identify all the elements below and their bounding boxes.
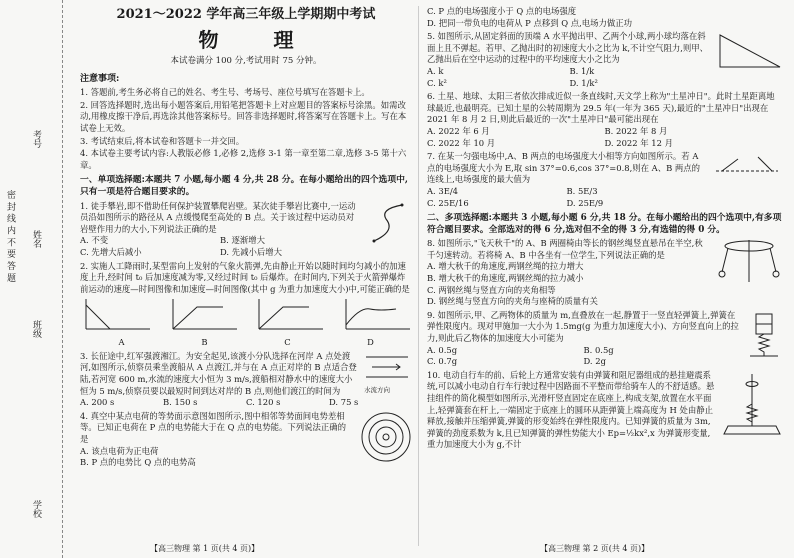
q6-options: [427, 126, 782, 149]
number-label: 考号: [31, 130, 41, 148]
graph-c: [253, 297, 325, 335]
question-10: [427, 370, 782, 451]
q1-stem: 1. 徒手攀岩,即不借助任何保护装置攀爬岩壁。某次徒手攀岩比赛中,一运动员沿如图所示的路径从 A 点缓慢爬至高处的 B 点。关于该过程中运动员对岩壁作用力的大小,下列说法正确的是: [80, 200, 356, 234]
section-2-heading: 二、多项选择题:本题共 3 小题,每小题 6 分,共 18 分。在每小题给出的四个选项中,有多项符合题目要求。全部选对的得 6 分,选对但不全的得 3 分,有选错的得 0 分。: [427, 213, 782, 235]
climbing-path-figure: [366, 201, 412, 247]
field-figure: [712, 151, 782, 181]
q2-label-a: A: [118, 337, 125, 348]
question-8: [427, 238, 782, 308]
q3-options: [80, 397, 412, 409]
q10-stem: 10. 电动自行车的前、后轮上方通常安装有由弹簧和阻尼器组成的悬挂避震系统,可以减小电动自行车行驶过程中因路面不平整而带给骑车人的不舒适感。悬挂组件的简化模型如图所示,光滑杆竖直固定在底座上,构成支架,放置在水平面上,轻弹簧套在杆上,一端固定于底座上的圆环从距弹簧上端高度为 H 处由静止释放,接触并压缩弹簧,弹簧的形变始终在弹性限度内。已知弹簧的质量为 3m,弹簧的劲度系数为 k,且已知弹簧的弹性势能大小 Ep=½kx²,x 为弹簧形变量,重力加速度大小为 g,不计: [427, 369, 715, 450]
q2-graphs: [80, 297, 412, 335]
q4-option-d: D. 把同一带负电的电荷从 P 点移到 Q 点,电场力做正功: [427, 17, 633, 28]
river-flow-label: 水流方向: [364, 386, 390, 395]
q5-option-a: A. k: [427, 65, 444, 76]
q4-option-a: A. 该点电荷为正电荷: [80, 445, 159, 456]
q4-option-b: B. P 点的电势比 Q 点的电势高: [80, 457, 196, 468]
q8-option-b: B. 增大秋千的角速度,两钢丝绳的拉力减小: [427, 273, 584, 284]
right-column: [427, 6, 782, 451]
question-4: [80, 411, 412, 469]
graph-a: [80, 297, 152, 335]
q2-stem: 2. 实施人工降雨时,某型雷向上发射的气象火箭弹,先由静止开始以随时间均匀减小的加速度上升,经时间 t₀ 后加速度减为零,又经过时间 t₀ 后爆炸。在时间内,下列关于火箭弹爆炸前运动的速度—时间图像和加速度—时间图像(其中 g 为重力加速度大小)中,可能正确的是: [80, 260, 410, 294]
q4-stem: 4. 真空中某点电荷的等势面示意图如图所示,图中相邻等势面间电势差相等。已知正电荷在 P 点的电势能大于在 Q 点的电势能。下列说法正确的是: [80, 410, 347, 445]
q7-option-b: B. 5E/3: [566, 185, 598, 196]
graph-d: [340, 297, 412, 335]
q7-stem: 7. 在某一匀强电场中,A、B 两点的电场强度大小相等方向如图所示。若 A 点的电场强度大小为 E,取 sin 37°=0.6,cos 37°=0.8,则在 A、B 两点的连线上,电场强度的最大值为: [427, 151, 701, 185]
q2-labels: [80, 337, 412, 349]
q7-option-a: A. 3E/4: [427, 185, 458, 196]
incline-figure: [718, 31, 782, 71]
q9-option-a: A. 0.5g: [427, 344, 458, 355]
q6-option-b: B. 2022 年 8 月: [604, 125, 668, 136]
q9-option-b: B. 0.5g: [583, 344, 614, 355]
q8-option-c: C. 两钢丝绳与竖直方向的夹角相等: [427, 284, 556, 295]
left-column: [80, 6, 412, 469]
name-label: 姓名: [31, 230, 41, 248]
q3-option-d: D. 75 s: [329, 397, 359, 408]
section-1-heading: 一、单项选择题:本题共 7 小题,每小题 4 分,共 28 分。在每小题给出的四个选项中,只有一项是符合题目要求的。: [80, 175, 408, 197]
footer-right: 【高三物理 第 2 页(共 4 页)】: [540, 544, 650, 553]
notes-heading: 注意事项:: [80, 73, 120, 84]
note-item: 2. 回答选择题时,选出每小题答案后,用铅笔把答题卡上对应题目的答案标号涂黑。如需改动,用橡皮擦干净后,再选涂其他答案标号。回答非选择题时,将答案写在答题卡上。写在本试卷上无效。: [80, 99, 407, 133]
spring-blocks-figure: [746, 310, 782, 360]
suspension-figure: [722, 370, 782, 440]
q2-label-d: D: [367, 337, 374, 348]
q3-option-a: A. 200 s: [80, 397, 115, 408]
footer-left: 【高三物理 第 1 页(共 4 页)】: [150, 544, 260, 553]
exam-subject: 物 理: [198, 28, 318, 52]
q5-option-b: B. 1/k: [569, 65, 595, 76]
q6-option-c: C. 2022 年 10 月: [427, 137, 496, 148]
q5-option-d: D. 1/k²: [569, 77, 598, 88]
note-item: 1. 答题前,考生务必将自己的姓名、考生号、考场号、座位号填写在答题卡上。: [80, 87, 370, 98]
exam-info: 本试卷满分 100 分,考试用时 75 分钟。: [170, 56, 322, 66]
binding-sidebar: [0, 0, 63, 558]
q3-option-c: C. 120 s: [246, 397, 281, 408]
column-divider: [418, 6, 419, 546]
school-label: 学校: [31, 500, 41, 518]
q6-stem: 6. 土星、地球、太阳三者依次排成近似一条直线时,天文学上称为"土星冲日"。此时土星距离地球最近,也最明亮。已知土星的公转周期为 29.5 年(一年为 365 天),最近的"土星冲日"出现在 2021 年 8 月 2 日,则此后最近的一次"土星冲日"最可能出现在: [427, 91, 775, 125]
q6-option-d: D. 2022 年 12 月: [604, 137, 673, 148]
q1-option-a: A. 不变: [80, 235, 109, 246]
q2-label-b: B: [201, 337, 208, 348]
graph-b: [167, 297, 239, 335]
q6-option-a: A. 2022 年 6 月: [427, 125, 490, 136]
river-figure: [364, 351, 412, 397]
q1-option-d: D. 先减小后增大: [220, 246, 282, 257]
q3-stem: 3. 长征途中,红军强渡湘江。为安全起见,该渡小分队选择在河岸 A 点处渡河,如图所示,侦察员乘坐渡船从 A 点渡江,并与在 A 点正对岸的 B 点适合登陆,若河宽 600 m,水流的速度大小恒为 3 m/s,渡船相对静水中的速度大小恒为 5 m/s,侦察员要以最短时间到达对岸的 B 点,则他们渡江的时间为: [80, 350, 357, 396]
note-item: 3. 考试结束后,将本试卷和答题卡一并交回。: [80, 135, 245, 146]
class-label: 班级: [31, 320, 41, 338]
q1-option-c: C. 先增大后减小: [80, 246, 142, 257]
question-1: [80, 201, 412, 259]
q3-option-b: B. 150 s: [163, 397, 198, 408]
exam-title: 2021～2022 学年高三年级上学期期中考试: [116, 7, 376, 22]
q7-option-d: D. 25E/9: [566, 197, 604, 208]
q1-option-b: B. 逐渐增大: [220, 235, 265, 246]
q5-option-c: C. k²: [427, 77, 447, 88]
equipotential-figure: [360, 411, 412, 463]
q2-label-c: C: [284, 337, 291, 348]
q9-option-d: D. 2g: [583, 356, 606, 367]
q8-option-d: D. 钢丝绳与竖直方向的夹角与座椅的质量有关: [427, 296, 598, 307]
seal-line-text: 密 封 线 内 不 要 答 题: [5, 190, 15, 283]
q8-stem: 8. 如图所示,"飞天秋千"的 A、B 两圈椅由等长的钢丝绳竖直悬吊在半空,秋千匀速转动。若将椅 A、B 中各坐有一位学生,下列说法正确的是: [427, 238, 703, 260]
swing-figure: [716, 238, 782, 284]
q7-option-c: C. 25E/16: [427, 197, 469, 208]
question-9: [427, 310, 782, 368]
q5-stem: 5. 如图所示,从固定斜面的顶端 A 水平抛出甲、乙两个小球,两小球均落在斜面上且不弹起。若甲、乙抛出时的初速度大小之比为 k,不计空气阻力,则甲、乙抛出后在空中运动的过程中的平均速度大小之比为: [427, 31, 709, 65]
q9-stem: 9. 如图所示,甲、乙两物体的质量为 m,直叠放在一起,静置于一竖直轻弹簧上,弹簧在弹性限度内。现对甲施加一大小为 1.5mg(g 为重力加速度大小)、方向竖直向上的拉力,则此后乙物体的加速度大小可能为: [427, 309, 739, 344]
note-item: 4. 本试卷主要考试内容:人教版必修 1,必修 2,选修 3-1 第一章至第二章,选修 3-5 第十六章。: [80, 148, 407, 170]
question-3: [80, 351, 412, 397]
q9-option-c: C. 0.7g: [427, 356, 458, 367]
q8-option-a: A. 增大秋千的角速度,两钢丝绳的拉力增大: [427, 261, 584, 272]
question-5: [427, 31, 782, 89]
q4-option-c: C. P 点的电场强度小于 Q 点的电场强度: [427, 6, 577, 16]
question-7: [427, 151, 782, 209]
